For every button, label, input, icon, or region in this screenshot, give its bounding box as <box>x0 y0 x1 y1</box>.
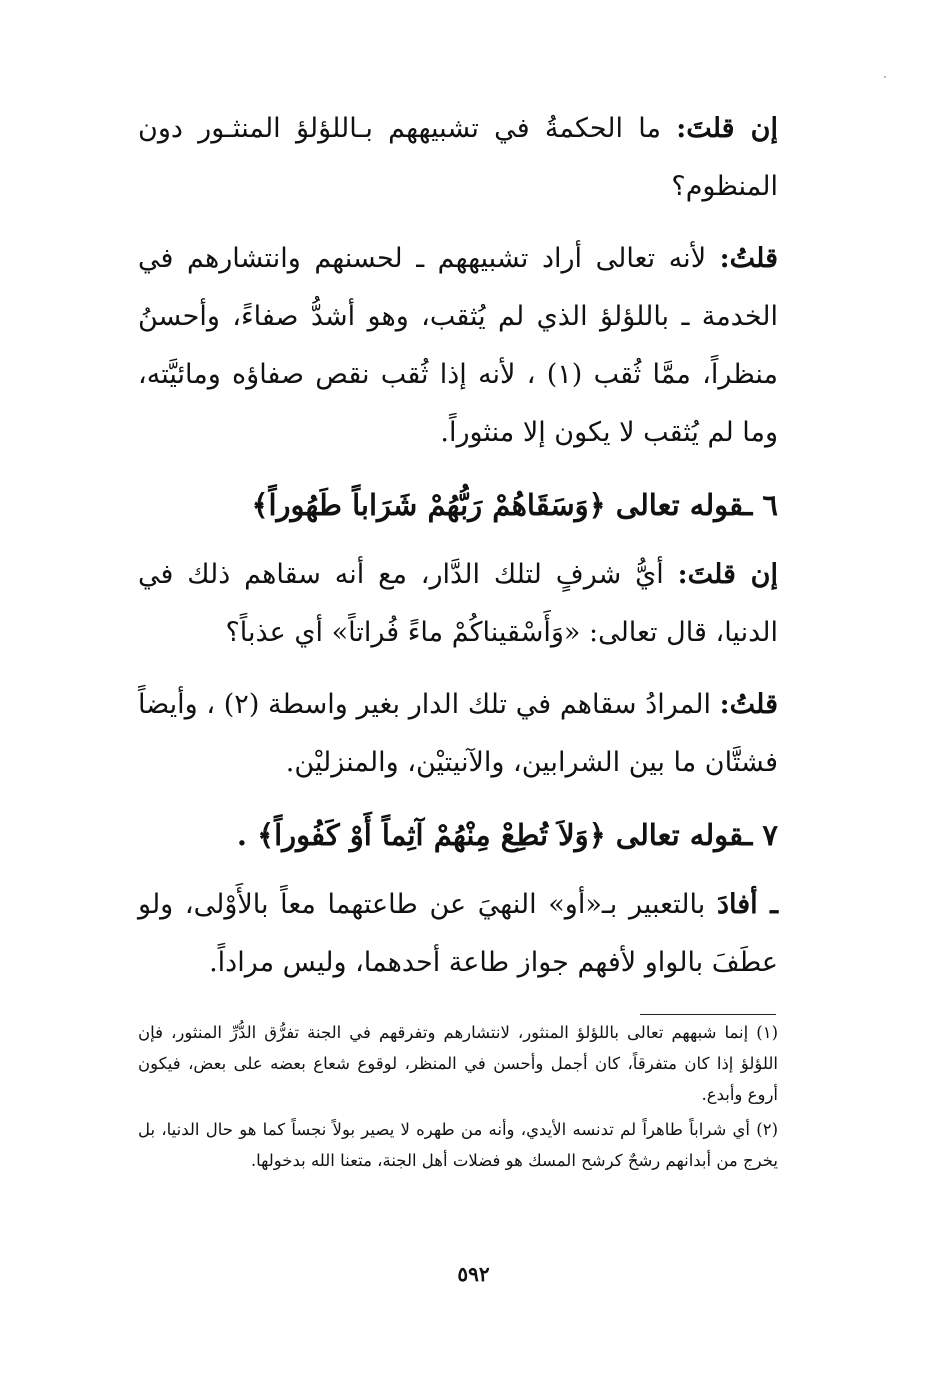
paragraph-lead: ـ أفادَ <box>716 889 779 920</box>
footnote-divider <box>640 1014 776 1015</box>
paragraph-text: أيُّ شرفٍ لتلك الدَّار، مع أنه سقاهم ذلك في الدنيا، قال تعالى: «وَأَسْقيناكُمْ ماءً فُراتاً» أي عذباً؟ <box>138 559 778 648</box>
section-number: ٧ ـ <box>743 818 778 852</box>
section-label: قوله تعالى <box>615 488 744 522</box>
quran-verse: ﴿وَلاَ تُطِعْ مِنْهُمْ آثِماً أَوْ كَفُوراً﴾ . <box>236 818 616 852</box>
quran-verse: ﴿وَسَقَاهُمْ رَبُّهُمْ شَرَاباً طَهُوراً﴾ <box>251 488 616 522</box>
page-number: ٥٩٢ <box>457 1262 490 1286</box>
paragraph-lead: قلتُ: <box>719 243 778 274</box>
paragraph-2 <box>138 230 778 462</box>
footnotes <box>138 1017 778 1180</box>
paragraph-text: المرادُ سقاهم في تلك الدار بغير واسطة (٢) ، وأيضاً فشتَّان ما بين الشرابين، والآنيتيْن، والمنزليْن. <box>138 689 778 778</box>
paragraph-3 <box>138 546 778 662</box>
section-label: قوله تعالى <box>615 818 744 852</box>
section-number: ٦ ـ <box>743 488 778 522</box>
footnote-1: (١) إنما شبههم تعالى باللؤلؤ المنثور، لانتشارهم وتفرقهم في الجنة تفرُّق الدُّرِّ المنثور، فإن اللؤلؤ إذا كان متفرقاً، كان أجمل وأحسن في المنظر، لوقوع شعاع بعضه على بعض، فيكون أروع وأبدع. <box>138 1023 778 1104</box>
footnote-2: (٢) أي شراباً طاهراً لم تدنسه الأيدي، وأنه من طهره لا يصير بولاً نجساً كما هو حال الدنيا، بل يخرج من أبدانهم رشحٌ كرشح المسك هو فضلات أهل الجنة، متعنا الله بدخولها. <box>138 1120 778 1170</box>
paragraph-text: بالتعبير بـ«أو» النهيَ عن طاعتهما معاً بالأَوْلى، ولو عطَفَ بالواو لأفهم جواز طاعة أحدهما، وليس مراداً. <box>138 889 778 978</box>
main-text <box>138 100 778 1006</box>
paragraph-lead: قلتُ: <box>719 689 778 720</box>
section-heading-7 <box>138 806 778 864</box>
paragraph-lead: إن قلتَ: <box>676 113 778 144</box>
scan-speck <box>884 76 886 78</box>
paragraph-5 <box>138 876 778 992</box>
paragraph-text: ما الحكمةُ في تشبيههم بـاللؤلؤ المنثـور دون المنظوم؟ <box>138 113 778 202</box>
paragraph-lead: إن قلتَ: <box>677 559 778 590</box>
paragraph-text: لأنه تعالى أراد تشبيههم ـ لحسنهم وانتشارهم في الخدمة ـ باللؤلؤ الذي لم يُثقب، وهو أشدُّ صفاءً، وأحسنُ منظراً، ممَّا ثُقب (١) ، لأنه إذا ثُقب نقص صفاؤه ومائيَّته، وما لم يُثقب لا يكون إلا منثوراً. <box>138 243 778 448</box>
section-heading-6 <box>138 476 778 534</box>
paragraph-1 <box>138 100 778 216</box>
paragraph-4 <box>138 676 778 792</box>
